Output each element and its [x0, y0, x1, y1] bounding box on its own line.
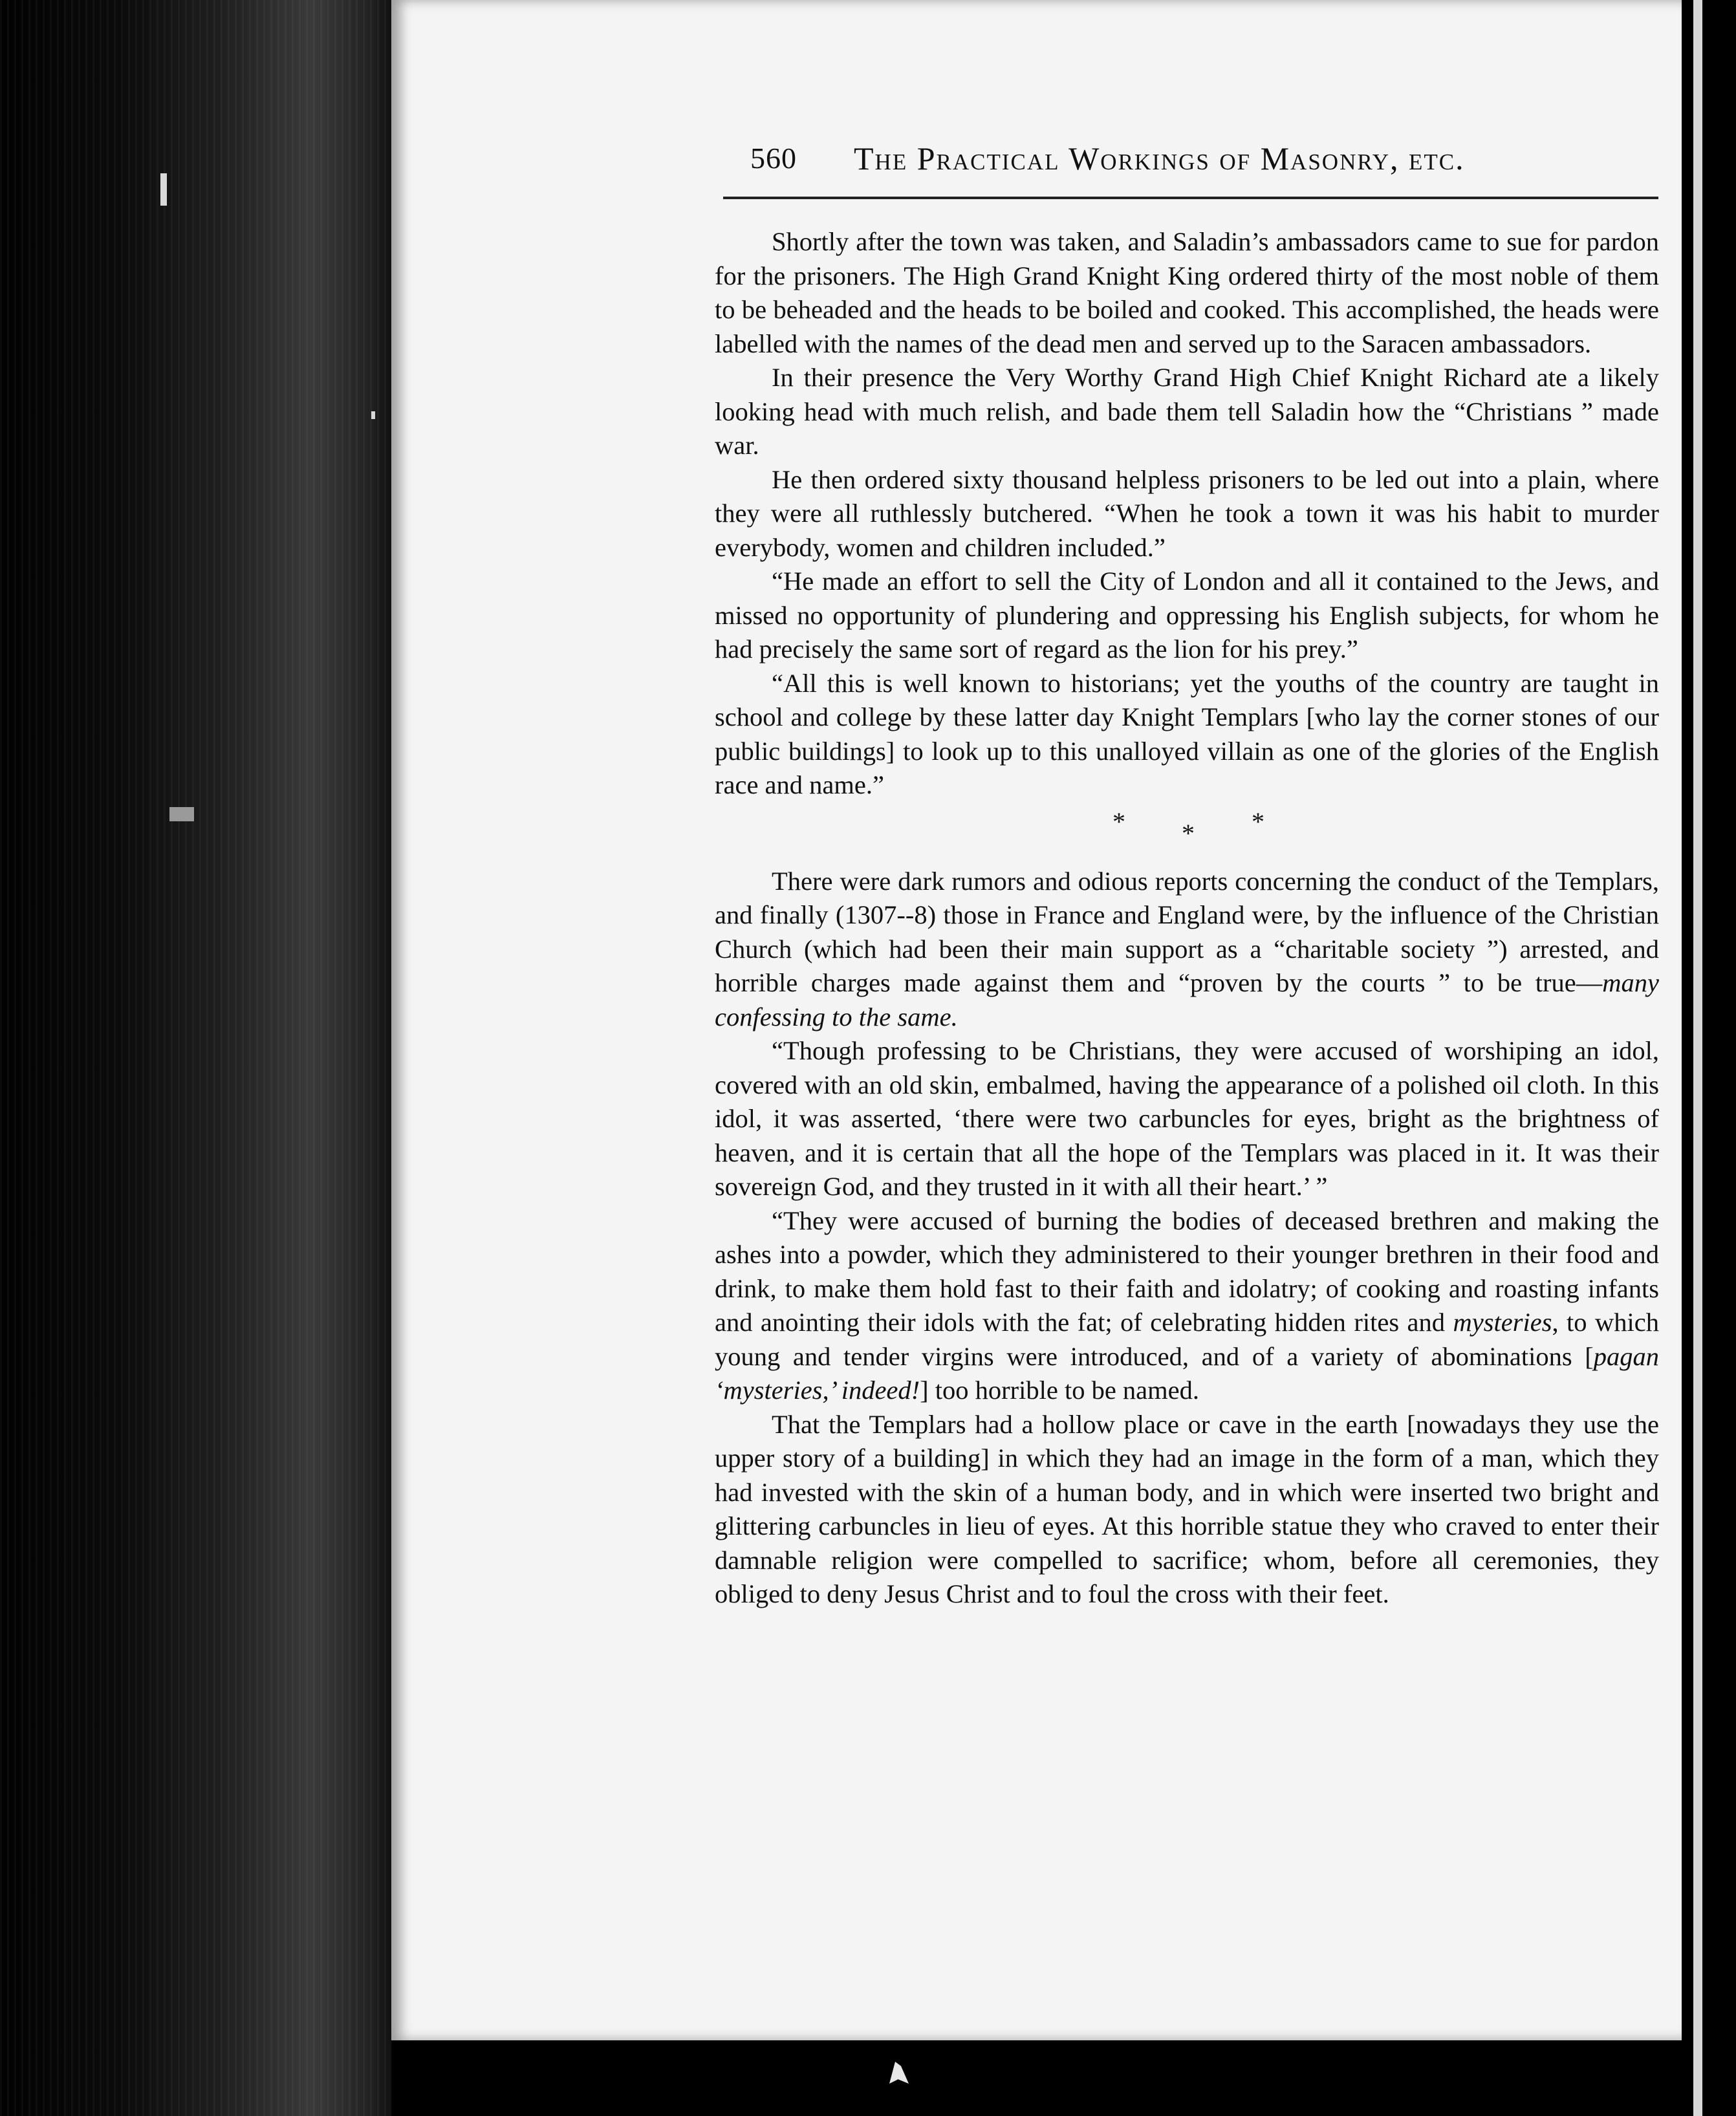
book-binding-edge: [0, 0, 401, 2116]
paragraph-text: In their presence the Very Worthy Grand High Chief Knight Richard ate a likely looking head with much relish, and bade them tell Saladin how the “Christians ” made war.: [715, 363, 1659, 460]
paragraph: [715, 1204, 1659, 1408]
scan-bottom-margin: [391, 2040, 1682, 2116]
paragraph: [715, 463, 1659, 565]
adjacent-page-edge: [1682, 0, 1736, 2116]
body-text: [715, 225, 1659, 1612]
paragraph: [715, 865, 1659, 1035]
header-rule: [723, 197, 1658, 199]
page-edge-line: [1693, 0, 1702, 2116]
separator-star: *: [1182, 818, 1195, 848]
running-title: The Practical Workings of Masonry, etc.: [854, 140, 1465, 177]
paragraph: [715, 361, 1659, 463]
paragraph-text: There were dark rumors and odious reports concerning the conduct of the Templars, and finally (1307--8) those in France and England were, by the influence of the Christian Church (which had been their main support as a “charitable society ”) arrested, and horrible charges made against them and “proven by the courts ” to be true—: [715, 866, 1659, 997]
running-header: [750, 136, 1520, 181]
separator-star: *: [1112, 806, 1125, 836]
paragraph-text: “He made an effort to sell the City of London and all it contained to the Jews, and missed no opportunity of plundering and oppressing his English subjects, for whom he had precisely the same sort of regard as the lion for his prey.”: [715, 567, 1659, 664]
italic-text: pagan ‘mysteries,’ indeed!: [715, 1341, 1659, 1405]
section-separator: [715, 803, 1659, 865]
paragraph-text: Shortly after the town was taken, and Saladin’s ambassadors came to sue for pardon for the prisoners. The High Grand Knight King ordered thirty of the most noble of them to be beheaded and the heads to be boiled and cooked. This accomplished, the heads were labelled with the names of the dead men and served up to the Saracen ambassadors.: [715, 227, 1659, 358]
paragraph-text: “They were accused of burning the bodies of deceased brethren and making the ashes into a powder, which they administered to their younger brethren in their food and drink, to make them hold fast to their faith and idolatry; of cooking and roasting infants and anointing their idols with the fat; of celebrating hidden rites and: [715, 1205, 1659, 1337]
paragraph-text: That the Templars had a hollow place or cave in the earth [nowadays they use the upper story of a building] in which they had an image in the form of a man, which they had invested with the skin of a human body, and in which were inserted two bright and glittering carbuncles in lieu of eyes. At this horrible statue they who craved to enter their damnable religion were compelled to sacrifice; whom, before all ceremonies, they obliged to deny Jesus Christ and to foul the cross with their feet.: [715, 1409, 1659, 1608]
paragraph: [715, 667, 1659, 803]
separator-star: *: [1252, 806, 1264, 836]
scan-speck: [169, 807, 194, 821]
paragraph: [715, 1408, 1659, 1612]
italic-text: mysteries: [1453, 1308, 1552, 1337]
paragraph: [715, 225, 1659, 361]
scan-speck: [160, 173, 167, 206]
page-number: 560: [750, 142, 797, 175]
paragraph-text: He then ordered sixty thousand helpless prisoners to be led out into a plain, where they were all ruthlessly butchered. “When he took a town it was his habit to murder everybody, women and children included.”: [715, 464, 1659, 562]
paragraph-text: ] too horrible to be named.: [920, 1376, 1200, 1405]
paragraph-text: , to which young and tender virgins were introduced, and of a variety of abominations [: [715, 1308, 1659, 1371]
italic-text: many confessing to the same.: [715, 968, 1659, 1031]
paragraph: [715, 1034, 1659, 1204]
paragraph: [715, 565, 1659, 667]
paragraph-text: “Though professing to be Christians, they were accused of worshiping an idol, covered with an old skin, embalmed, having the appearance of a polished oil cloth. In this idol, it was asserted, ‘there were two carbuncles for eyes, bright as the brightness of heaven, and it is certain that all the hope of the Templars was placed in it. It was their sovereign God, and they trusted in it with all their heart.’ ”: [715, 1036, 1659, 1201]
scan-speck: [371, 411, 375, 419]
paragraph-text: “All this is well known to historians; yet the youths of the country are taught in school and college by these latter day Knight Templars [who lay the corner stones of our public buildings] to look up to this unalloyed villain as one of the glories of the English race and name.”: [715, 668, 1659, 799]
